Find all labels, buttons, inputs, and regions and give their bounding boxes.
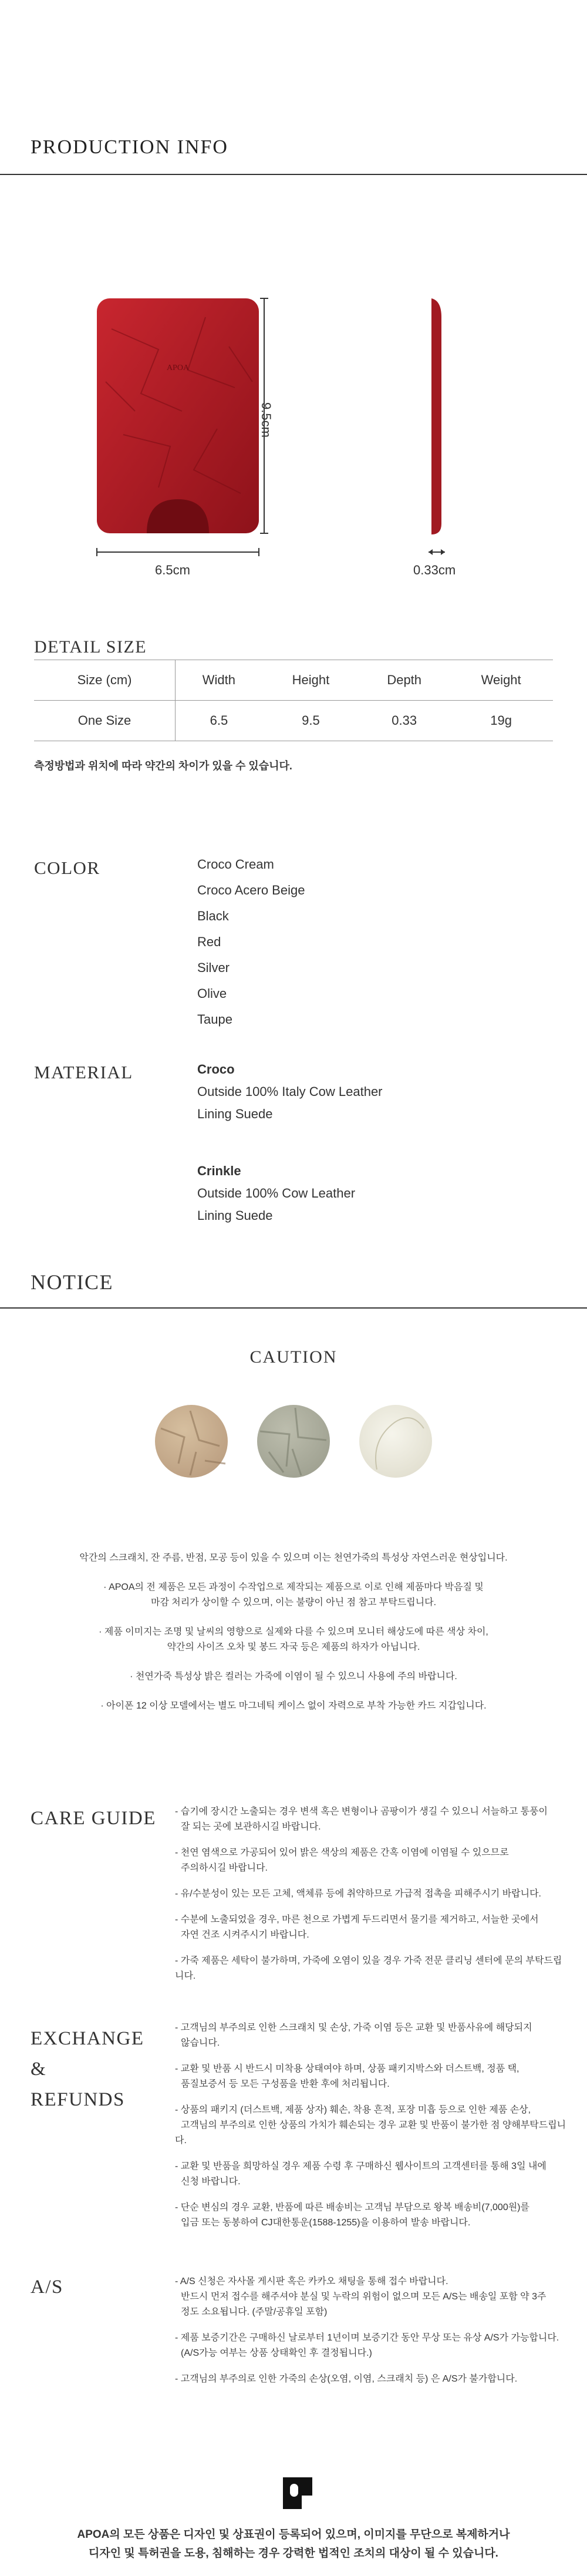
caution-line: · 천연가죽 특성상 밝은 컬러는 가죽에 이염이 될 수 있으니 사용에 주의 바랍니다. bbox=[130, 1672, 457, 1682]
size-note: 측정방법과 위치에 따라 약간의 차이가 있을 수 있습니다. bbox=[34, 760, 292, 772]
divider bbox=[0, 174, 587, 175]
caution-line: · 제품 이미지는 조명 및 날씨의 영향으로 실제와 다를 수 있으며 모니터 해상도에 따른 색상 차이, bbox=[99, 1627, 488, 1637]
material-outside: Outside 100% Cow Leather bbox=[197, 1186, 356, 1200]
table-header-cell: Height bbox=[262, 660, 359, 701]
table-cell: One Size bbox=[34, 701, 176, 741]
caution-line: · 아이폰 12 이상 모델에서는 별도 마그네틱 케이스 없이 자력으로 부착 가능한 카드 지갑입니다. bbox=[100, 1701, 487, 1711]
section-title-as: A/S bbox=[31, 2276, 63, 2298]
list-item-line: - 교환 및 반품을 희망하실 경우 제품 수령 후 구매하신 웹사이트의 고객센터를 통해 3일 내에 bbox=[175, 2161, 546, 2171]
material-croco bbox=[197, 1058, 383, 1125]
care-guide-list bbox=[175, 1804, 562, 1995]
color-option: Croco Cream bbox=[197, 857, 274, 872]
depth-dimension-label: 0.33cm bbox=[413, 563, 456, 577]
list-item-line: - 고객님의 부주의로 인한 가죽의 손상(오염, 이염, 스크래치 등) 은 A/S가 불가합니다. bbox=[175, 2374, 518, 2384]
list-item bbox=[175, 2200, 574, 2231]
section-title-material: MATERIAL bbox=[34, 1062, 133, 1082]
logo-hole bbox=[290, 2484, 298, 2497]
color-option: Red bbox=[197, 934, 221, 949]
footer-line: 디자인 및 특허권을 도용, 침해하는 경우 강력한 법적인 조치의 대상이 될 수 있습니다. bbox=[89, 2547, 498, 2560]
title-line: & bbox=[31, 2059, 47, 2080]
product-front-illustration bbox=[88, 294, 270, 570]
product-side-illustration bbox=[411, 294, 464, 570]
material-lining: Lining Suede bbox=[197, 1208, 273, 1223]
croco-cream-swatch bbox=[359, 1405, 432, 1478]
material-lining: Lining Suede bbox=[197, 1107, 273, 1121]
list-item-line: 주의하시길 바랍니다. bbox=[181, 1863, 268, 1873]
table-cell: 0.33 bbox=[359, 701, 449, 741]
caution-line: 약간의 사이즈 오차 및 봉드 자국 등은 제품의 하자가 아닙니다. bbox=[167, 1642, 420, 1652]
table-cell: 6.5 bbox=[176, 701, 262, 741]
section-title-color: COLOR bbox=[34, 857, 100, 878]
section-title-exchange-refunds bbox=[31, 2023, 144, 2115]
color-option: Silver bbox=[197, 960, 230, 975]
list-item bbox=[175, 1912, 562, 1943]
color-option: Croco Acero Beige bbox=[197, 883, 305, 897]
caution-line: 마감 처리가 상이할 수 있으며, 이는 불량이 아닌 점 참고 부탁드립니다. bbox=[150, 1598, 437, 1608]
material-crinkle bbox=[197, 1160, 355, 1227]
list-item-line: 자연 건조 시켜주시기 바랍니다. bbox=[181, 1930, 309, 1940]
list-item-line: - 천연 염색으로 가공되어 있어 밝은 색상의 제품은 간혹 이염에 이염될 수 있으므로 bbox=[175, 1848, 509, 1858]
section-title-notice: NOTICE bbox=[31, 1270, 113, 1294]
list-item-line: 반드시 먼저 접수를 해주셔야 분실 및 누락의 위험이 없으며 모든 A/S는 배송일 포함 약 3주 bbox=[181, 2292, 546, 2302]
list-item bbox=[175, 2330, 574, 2361]
table-header-cell: Weight bbox=[449, 660, 553, 701]
exchange-list bbox=[175, 2020, 574, 2241]
list-item bbox=[175, 2159, 574, 2190]
table-cell: 9.5 bbox=[262, 701, 359, 741]
list-item-line: - 고객님의 부주의로 인한 스크래치 및 손상, 가죽 이염 등은 교환 및 반품사유에 해당되지 bbox=[175, 2023, 532, 2033]
table-row bbox=[34, 701, 553, 741]
list-item bbox=[175, 1845, 562, 1876]
section-title-production-info: PRODUCTION INFO bbox=[31, 136, 228, 158]
section-title-detail-size: DETAIL SIZE bbox=[34, 637, 147, 657]
list-item-line: - 가죽 제품은 세탁이 불가하며, 가죽에 오염이 있을 경우 가죽 전문 클리닝 센터에 문의 부탁드립니다. bbox=[175, 1956, 562, 1981]
list-item-line: 신청 바랍니다. bbox=[181, 2177, 241, 2187]
list-item-line: - 교환 및 반품 시 반드시 미착용 상태여야 하며, 상품 패키지박스와 더스트백, 정품 택, bbox=[175, 2064, 519, 2074]
table-header-cell: Width bbox=[176, 660, 262, 701]
width-dimension-label: 6.5cm bbox=[155, 563, 190, 577]
title-line: REFUNDS bbox=[31, 2089, 125, 2110]
list-item-line: - 수분에 노출되었을 경우, 마른 천으로 가볍게 두드리면서 물기를 제거하고, 서늘한 곳에서 bbox=[175, 1915, 539, 1925]
list-item bbox=[175, 2372, 574, 2387]
list-item-line: 입금 또는 동봉하여 CJ대한통운(1588-1255)을 이용하여 발송 바랍니다. bbox=[181, 2218, 471, 2228]
caution-line: 악간의 스크래치, 잔 주름, 반점, 모공 등이 있을 수 있으며 이는 천연가죽의 특성상 자연스러운 현상입니다. bbox=[79, 1553, 508, 1563]
table-header-cell: Size (cm) bbox=[34, 660, 176, 701]
list-item bbox=[175, 2062, 574, 2092]
size-table bbox=[34, 660, 553, 741]
list-item-line: 고객님의 부주의로 인한 상품의 가치가 훼손되는 경우 교환 및 반품이 불가한 점 양해부탁드립니다. bbox=[175, 2120, 566, 2145]
material-outside: Outside 100% Italy Cow Leather bbox=[197, 1084, 383, 1099]
color-option: Taupe bbox=[197, 1012, 232, 1027]
list-item bbox=[175, 1886, 562, 1902]
color-list bbox=[197, 852, 305, 1033]
title-line: EXCHANGE bbox=[31, 2028, 144, 2049]
caution-title: CAUTION bbox=[249, 1347, 338, 1367]
footer-line: APOA의 모든 상품은 디자인 및 상표권이 등록되어 있으며, 이미지를 무단으로 복제하거나 bbox=[77, 2528, 510, 2541]
svg-text:APOA: APOA bbox=[166, 364, 190, 372]
as-list bbox=[175, 2274, 574, 2397]
list-item-line: 품질보증서 등 모든 구성품을 반환 후에 처리됩니다. bbox=[181, 2079, 390, 2089]
list-item bbox=[175, 2103, 574, 2148]
section-title-care-guide: CARE GUIDE bbox=[31, 1808, 156, 1829]
color-option: Olive bbox=[197, 986, 227, 1001]
list-item-line: - A/S 신청은 자사몰 게시판 혹은 카카오 채팅을 통해 접수 바랍니다. bbox=[175, 2276, 448, 2286]
color-option: Black bbox=[197, 909, 229, 923]
list-item bbox=[175, 2020, 574, 2051]
divider bbox=[0, 1307, 587, 1309]
height-dimension-label: 9.5cm bbox=[259, 402, 274, 438]
list-item-line: 않습니다. bbox=[181, 2038, 220, 2048]
list-item-line: - 유/수분성이 있는 모든 고체, 액체류 등에 취약하므로 가급적 접촉을 피해주시기 바랍니다. bbox=[175, 1889, 541, 1899]
list-item bbox=[175, 2274, 574, 2320]
list-item-line: - 습기에 장시간 노출되는 경우 변색 혹은 변형이나 곰팡이가 생길 수 있으니 서늘하고 통풍이 bbox=[175, 1807, 548, 1817]
list-item-line: - 상품의 패키지 (더스트백, 제품 상자) 훼손, 착용 흔적, 포장 미흡 등으로 인한 제품 손상, bbox=[175, 2105, 531, 2115]
material-name: Croco bbox=[197, 1062, 235, 1077]
croco-beige-swatch bbox=[155, 1405, 228, 1478]
list-item-line: 잘 되는 곳에 보관하시길 바랍니다. bbox=[181, 1822, 321, 1832]
list-item bbox=[175, 1953, 562, 1984]
logo-notch bbox=[302, 2496, 312, 2509]
list-item-line: (A/S가능 여부는 상품 상태확인 후 결정됩니다.) bbox=[181, 2348, 372, 2358]
material-name: Crinkle bbox=[197, 1163, 241, 1178]
table-header-row bbox=[34, 660, 553, 701]
list-item-line: - 제품 보증기간은 구매하신 날로부터 1년이며 보증기간 동안 무상 또는 유상 A/S가 가능합니다. bbox=[175, 2333, 559, 2343]
apoa-logo bbox=[283, 2477, 312, 2509]
list-item-line: - 단순 변심의 경우 교환, 반품에 따른 배송비는 고객님 부담으로 왕복 배송비(7,000원)를 bbox=[175, 2202, 529, 2212]
table-cell: 19g bbox=[449, 701, 553, 741]
table-header-cell: Depth bbox=[359, 660, 449, 701]
croco-olive-swatch bbox=[257, 1405, 330, 1478]
caution-line: · APOA의 전 제품은 모든 과정이 수작업으로 제작되는 제품으로 이로 인해 제품마다 박음질 및 bbox=[103, 1582, 484, 1592]
list-item-line: 정도 소요됩니다. (주말/공휴일 포함) bbox=[181, 2307, 328, 2317]
list-item bbox=[175, 1804, 562, 1835]
